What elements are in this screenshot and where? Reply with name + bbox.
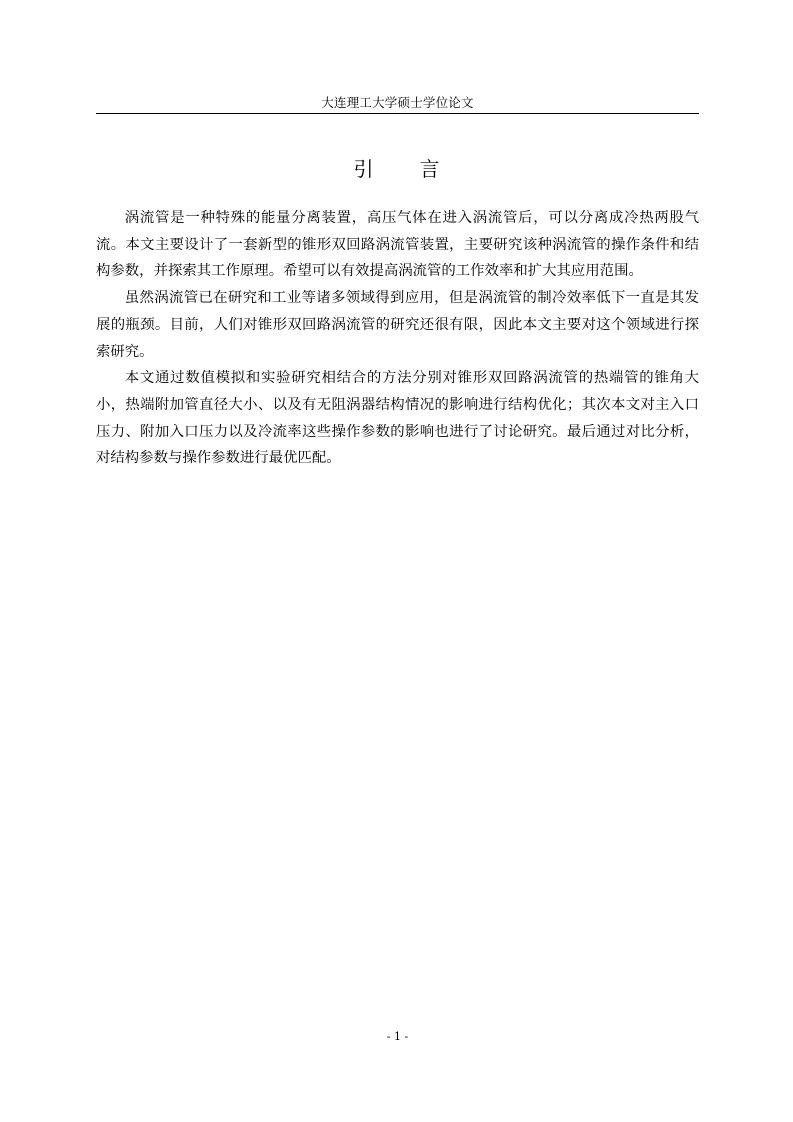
running-header: 大连理工大学硕士学位论文 xyxy=(321,95,474,110)
paragraph-2: 虽然涡流管已在研究和工业等诸多领域得到应用，但是涡流管的制冷效率低下一直是其发展的瓶颈。目前，人们对锥形双回路涡流管的研究还很有限，因此本文主要对这个领域进行探索研究。 xyxy=(96,290,699,360)
page-number: - 1 - xyxy=(386,1030,409,1043)
page-title-char-2: 言 xyxy=(419,157,442,181)
body-text xyxy=(96,205,699,472)
paragraph-3: 本文通过数值模拟和实验研究相结合的方法分别对锥形双回路涡流管的热端管的锥角大小，热端附加管直径大小、以及有无阻涡器结构情况的影响进行结构优化；其次本文对主入口压力、附加入口压力以及冷流率这些操作参数的影响也进行了讨论研究。最后通过对比分析，对结构参数与操作参数进行最优匹配。 xyxy=(96,370,699,467)
header-divider xyxy=(96,113,699,114)
page-title-char-1: 引 xyxy=(353,157,376,181)
paragraph-1: 涡流管是一种特殊的能量分离装置，高压气体在进入涡流管后，可以分离成冷热两股气流。本文主要设计了一套新型的锥形双回路涡流管装置，主要研究该种涡流管的操作条件和结构参数，并探索其工作原理。希望可以有效提高涡流管的工作效率和扩大其应用范围。 xyxy=(96,210,699,280)
page-title xyxy=(96,155,699,183)
